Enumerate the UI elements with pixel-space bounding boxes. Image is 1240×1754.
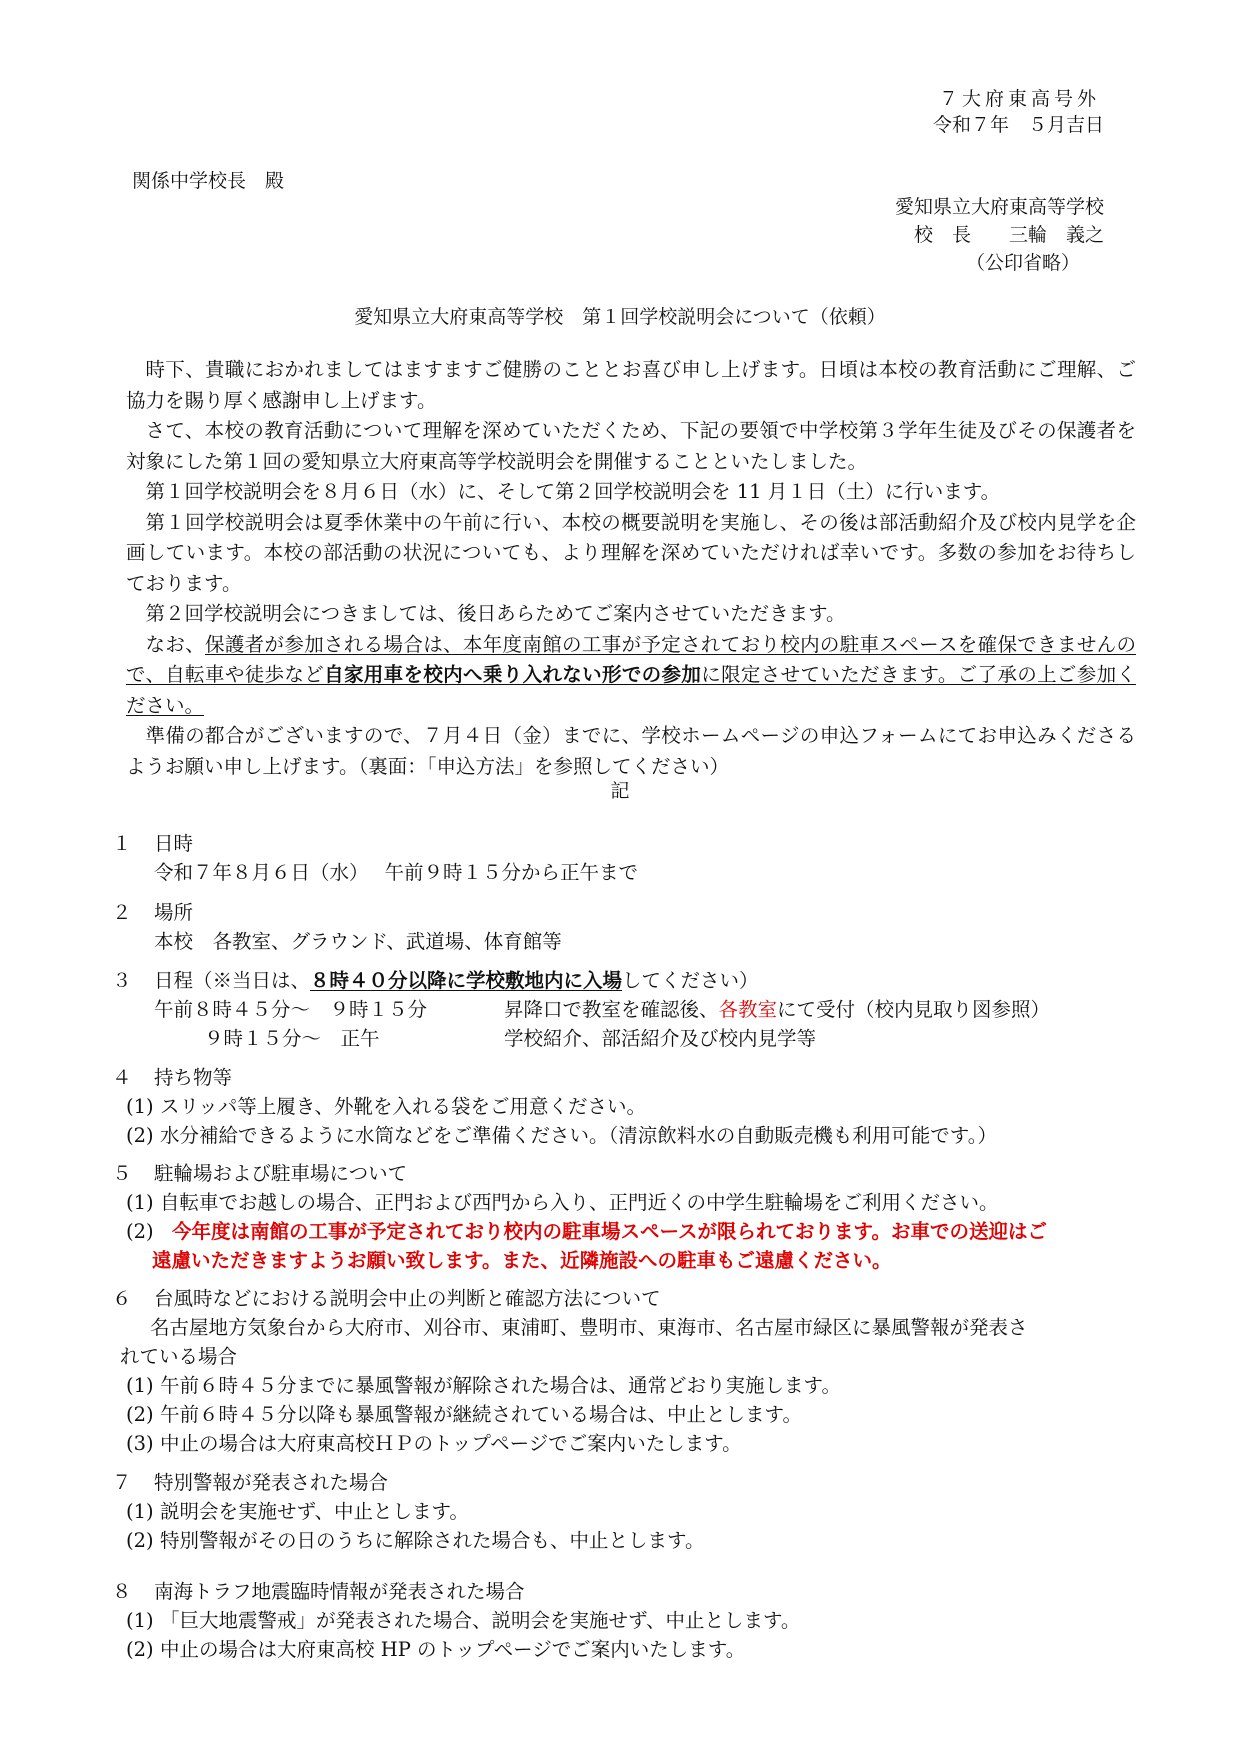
section-location xyxy=(112,898,1142,956)
notice-text: 保護者が参加される場合は、本年度南館の工事が予定されており校内の駐車スペースを確保できませんので、自転車や徒歩など xyxy=(126,632,1136,686)
ki-heading: 記 xyxy=(610,780,630,802)
schedule-time: ９時１５分～ 正午 xyxy=(204,1027,380,1050)
notice-emphasis: 自家用車を校内へ乗り入れない形での参加 xyxy=(324,663,702,686)
list-item xyxy=(112,1400,1142,1429)
paragraph-first-session: 第１回学校説明会は夏季休業中の午前に行い、本校の概要説明を実施し、その後は部活動紹介及び校内見学を企画しています。本校の部活動の状況についても、より理解を深めていただければ幸いです。多数の参加をお待ちしております。 xyxy=(126,510,1136,595)
section-title: 持ち物等 xyxy=(154,1066,233,1089)
item-text: スリッパ等上履き、外靴を入れる袋をご用意ください。 xyxy=(160,1095,646,1118)
schedule-row xyxy=(112,995,1142,1024)
paragraph-greeting: 時下、貴職におかれましてはますますご健勝のこととお喜び申し上げます。日頃は本校の教育活動にご理解、ご協力を賜り厚く感謝申し上げます。 xyxy=(126,358,1136,412)
entry-time-notice: ８時４０分以降に学校敷地内に入場 xyxy=(310,969,623,992)
section-title: 日時 xyxy=(154,832,194,855)
item-text: 特別警報がその日のうちに解除された場合も、中止とします。 xyxy=(160,1529,705,1552)
section-number: ２ xyxy=(112,901,132,924)
body-text xyxy=(126,355,1136,782)
list-item xyxy=(112,1371,1142,1400)
item-number: (1) xyxy=(126,1095,154,1118)
schedule-desc xyxy=(504,995,1050,1024)
notice-text-end: に限定させていただきます。ご了承の上ご参加ください。 xyxy=(126,663,1136,717)
section-number: ８ xyxy=(112,1580,132,1603)
list-item xyxy=(112,1497,1142,1526)
desc-highlight: 各教室 xyxy=(718,998,778,1021)
item-number: (3) xyxy=(126,1432,154,1455)
item-number: (2) xyxy=(126,1529,154,1552)
list-item-warning xyxy=(112,1217,1142,1246)
section-number: ３ xyxy=(112,969,132,992)
section-title: 日程（※当日は、 xyxy=(154,969,311,992)
item-number: (1) xyxy=(126,1374,154,1397)
list-item xyxy=(112,1635,1142,1664)
section-number: ５ xyxy=(112,1162,132,1185)
paragraph-purpose: さて、本校の教育活動について理解を深めていただくため、下記の要領で中学校第３学年生徒及びその保護者を対象にした第１回の愛知県立大府東高等学校説明会を開催することといたしました。 xyxy=(126,419,1136,473)
item-number: (1) xyxy=(126,1609,154,1632)
section-intro: 名古屋地方気象台から大府市、刈谷市、東浦町、豊明市、東海市、名古屋市緑区に暴風警報が発表さ xyxy=(150,1316,1028,1339)
item-number: (2) xyxy=(126,1403,154,1426)
item-text: 中止の場合は大府東高校ＨＰのトップページでご案内いたします。 xyxy=(160,1432,742,1455)
section-parking xyxy=(112,1159,1142,1275)
item-text: 午前６時４５分までに暴風警報が解除された場合は、通常どおり実施します。 xyxy=(160,1374,841,1397)
warning-text: 遠慮いただきますようお願い致します。また、近隣施設への駐車もご遠慮ください。 xyxy=(152,1249,892,1272)
item-text: 自転車でお越しの場合、正門および西門から入り、正門近くの中学生駐輪場をご利用ください。 xyxy=(160,1191,999,1214)
list-item xyxy=(112,1092,1142,1121)
warning-text: 今年度は南館の工事が予定されており校内の駐車場スペースが限られております。お車での送迎はご xyxy=(172,1220,1047,1243)
section-line: 令和７年８月６日（水） 午前９時１５分から正午まで xyxy=(154,861,638,884)
recipient: 関係中学校長 殿 xyxy=(132,170,285,192)
section-belongings xyxy=(112,1063,1142,1150)
section-title: 台風時などにおける説明会中止の判断と確認方法について xyxy=(154,1287,661,1310)
paragraph-second-session: 第２回学校説明会につきましては、後日あらためてご案内させていただきます。 xyxy=(145,602,846,625)
section-nankai-trough xyxy=(112,1577,1142,1664)
list-item xyxy=(112,1429,1142,1458)
item-number: (1) xyxy=(126,1191,154,1214)
section-title: 特別警報が発表された場合 xyxy=(154,1471,389,1494)
item-text: 「巨大地震警戒」が発表された場合、説明会を実施せず、中止とします。 xyxy=(160,1609,801,1632)
sender-school: 愛知県立大府東高等学校 xyxy=(894,196,1104,218)
section-line: 本校 各教室、グラウンド、武道場、体育館等 xyxy=(154,930,562,953)
section-typhoon xyxy=(112,1284,1142,1458)
seal-note: （公印省略） xyxy=(965,252,1080,274)
item-text: 水分補給できるように水筒などをご準備ください。（清涼飲料水の自動販売機も利用可能です。） xyxy=(160,1124,997,1147)
warning-continuation xyxy=(112,1246,1142,1275)
item-text: 中止の場合は大府東高校 HP のトップページでご案内いたします。 xyxy=(160,1638,746,1661)
item-number: (2) xyxy=(126,1220,154,1243)
page-title: 愛知県立大府東高等学校 第１回学校説明会について（依頼） xyxy=(354,306,886,328)
document-date: 令和７年 ５月吉日 xyxy=(932,114,1104,136)
section-title: 南海トラフ地震臨時情報が発表された場合 xyxy=(154,1580,525,1603)
item-number: (2) xyxy=(126,1638,154,1661)
section-number: ７ xyxy=(112,1471,132,1494)
list-item xyxy=(112,1121,1142,1150)
desc-text-end: にて受付（校内見取り図参照） xyxy=(777,998,1051,1021)
section-title: 駐輪場および駐車場について xyxy=(154,1162,408,1185)
item-number: (1) xyxy=(126,1500,154,1523)
section-title-end: してください） xyxy=(622,969,759,992)
sender-title: 校 長 三輪 義之 xyxy=(913,224,1104,246)
list-item xyxy=(112,1526,1142,1555)
document-number: ７大府東高号外 xyxy=(938,88,1100,110)
item-text: 説明会を実施せず、中止とします。 xyxy=(160,1500,469,1523)
schedule-desc: 学校紹介、部活紹介及び校内見学等 xyxy=(504,1027,817,1050)
desc-text: 昇降口で教室を確認後、 xyxy=(504,998,719,1021)
section-number: ６ xyxy=(112,1287,132,1310)
schedule-time: 午前８時４５分～ ９時１５分 xyxy=(154,998,428,1021)
paragraph-application: 準備の都合がございますので、７月４日（金）までに、学校ホームページの申込フォームにてお申込みくださるようお願い申し上げます。（裏面：「申込方法」を参照してください） xyxy=(126,724,1136,778)
notice-underlined xyxy=(126,633,1136,717)
item-number: (2) xyxy=(126,1124,154,1147)
section-datetime xyxy=(112,829,1142,887)
paragraph-dates: 第１回学校説明会を８月６日（水）に、そして第２回学校説明会を 11 月１日（土）に行います。 xyxy=(145,480,1001,503)
section-special-warning xyxy=(112,1468,1142,1555)
schedule-row xyxy=(112,1024,1142,1053)
section-intro-cont: れている場合 xyxy=(120,1345,238,1368)
section-schedule xyxy=(112,966,1142,1053)
item-text: 午前６時４５分以降も暴風警報が継続されている場合は、中止とします。 xyxy=(160,1403,802,1426)
notice-prefix: なお、 xyxy=(145,632,206,656)
section-number: １ xyxy=(112,832,132,855)
section-number: ４ xyxy=(112,1066,132,1089)
paragraph-parking-notice xyxy=(126,630,1136,722)
list-item xyxy=(112,1188,1142,1217)
list-item xyxy=(112,1606,1142,1635)
section-title: 場所 xyxy=(154,901,194,924)
